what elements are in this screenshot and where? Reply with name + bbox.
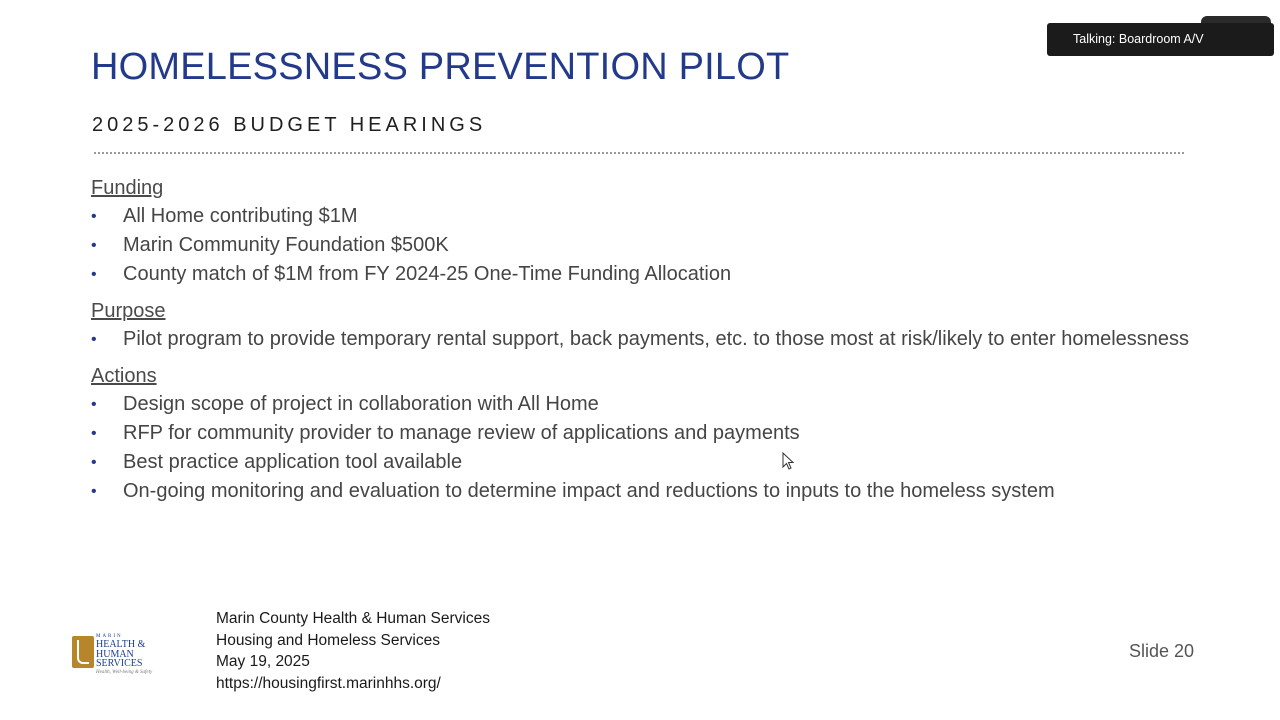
section-actions [91, 363, 1191, 506]
hhs-logo [72, 634, 153, 675]
logo-line: HUMAN [96, 648, 134, 660]
bullet-icon: • [91, 208, 97, 225]
list-item-text: All Home contributing $1M [123, 205, 358, 227]
mouse-cursor-icon [782, 452, 794, 470]
slide-content [91, 175, 1191, 515]
logo-line: HEALTH & [96, 639, 146, 650]
bullet-icon: • [91, 266, 97, 283]
talking-indicator: Talking: Boardroom A/V [1047, 23, 1274, 56]
bullet-icon: • [91, 483, 97, 500]
logo-tagline: Health, Well-being & Safety [96, 669, 153, 675]
list-item-text: Best practice application tool available [123, 451, 463, 473]
logo-text [96, 634, 152, 677]
section-funding [91, 175, 1191, 289]
logo-mark-icon [72, 636, 94, 668]
funding-list [91, 202, 1191, 289]
list-item-text: Marin Community Foundation $500K [123, 234, 449, 256]
purpose-list [91, 325, 1191, 354]
slide-title: HOMELESSNESS PREVENTION PILOT [91, 46, 790, 88]
list-item [91, 231, 1191, 260]
footer-org: Marin County Health & Human Services [216, 610, 490, 627]
bullet-icon: • [91, 237, 97, 254]
actions-list [91, 390, 1191, 506]
list-item-text: RFP for community provider to manage review of applications and payments [123, 422, 800, 444]
bullet-icon: • [91, 454, 97, 471]
section-heading-actions: Actions [91, 365, 157, 387]
slide-footer [216, 608, 490, 694]
slide-subtitle: 2025-2026 BUDGET HEARINGS [92, 114, 487, 136]
bullet-icon: • [91, 331, 97, 348]
slide-number: Slide 20 [1129, 641, 1195, 661]
list-item [91, 419, 1191, 448]
bullet-icon: • [91, 425, 97, 442]
list-item [91, 477, 1191, 506]
footer-url: https://housingfirst.marinhhs.org/ [216, 674, 441, 692]
section-heading-funding: Funding [91, 177, 164, 199]
logo-line: MARIN [96, 634, 123, 639]
footer-date: May 19, 2025 [216, 653, 310, 670]
list-item [91, 260, 1191, 289]
logo-line: SERVICES [96, 658, 143, 669]
list-item [91, 390, 1191, 419]
list-item-text: County match of $1M from FY 2024-25 One-Time Funding Allocation [123, 263, 732, 285]
footer-dept: Housing and Homeless Services [216, 631, 440, 649]
list-item-text: Pilot program to provide temporary rental support, back payments, etc. to those most at risk/likely to enter homelessness [123, 328, 1190, 350]
list-item [91, 202, 1191, 231]
section-purpose [91, 298, 1191, 354]
list-item-text: Design scope of project in collaboration with All Home [123, 393, 599, 415]
list-item-text: On-going monitoring and evaluation to determine impact and reductions to inputs to the homeless system [123, 480, 1055, 502]
title-divider [94, 152, 1184, 154]
bullet-icon: • [91, 396, 97, 413]
section-heading-purpose: Purpose [91, 300, 166, 322]
list-item [91, 448, 1191, 477]
list-item [91, 325, 1191, 354]
